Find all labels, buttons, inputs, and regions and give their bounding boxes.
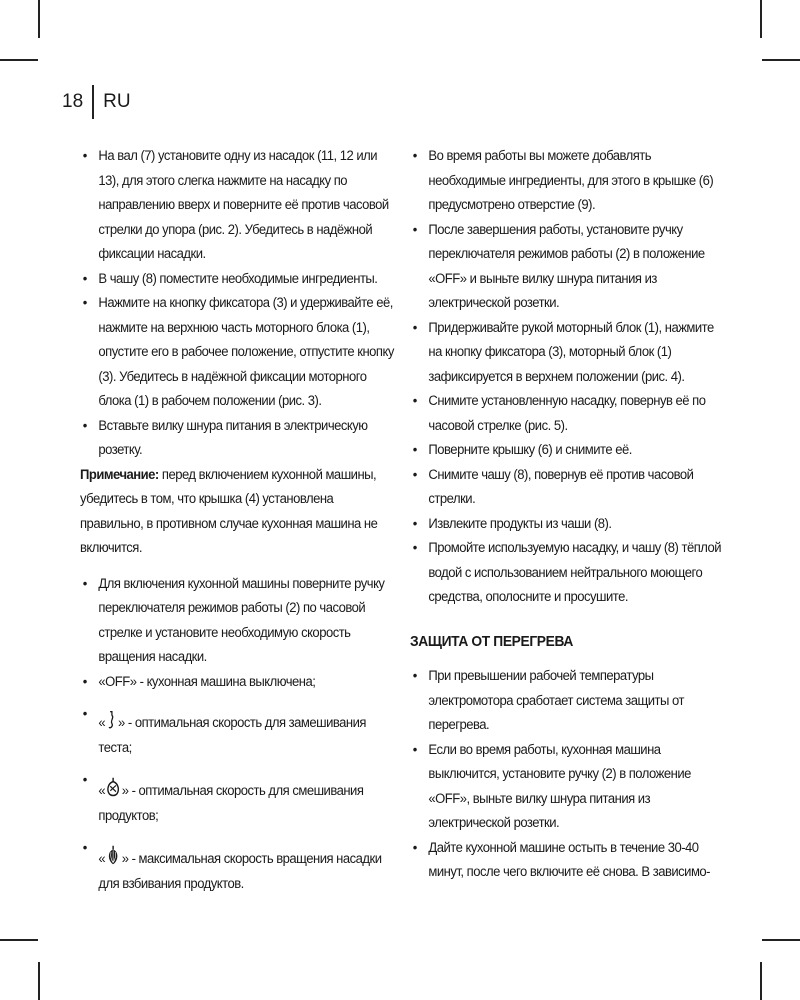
section-heading-overheat: ЗАЩИТА ОТ ПЕРЕГРЕВА xyxy=(410,632,573,650)
note-paragraph xyxy=(80,463,396,561)
list-item: • Промойте используемую насадку, и чашу (8) тёплой водой с использованием нейтрального моющего средства, ополосните и просушите. xyxy=(410,536,730,610)
speed-item-dough: • « » - оптимальная скорость для замешивания теста; xyxy=(80,702,396,760)
speed-item-whisk: • « » - максимальная скорость вращения насадки для взбивания продуктов. xyxy=(80,836,396,896)
crop-mark-bottom-left-h xyxy=(0,939,38,941)
list-item: • Придерживайте рукой моторный блок (1), нажмите на кнопку фиксатора (3), моторный блок (1) зафиксируется в верхнем положении (рис. 4). xyxy=(410,316,730,390)
left-column xyxy=(80,144,398,896)
page-header xyxy=(62,86,131,118)
list-item: • На вал (7) установите одну из насадок (11, 12 или 13), для этого слегка нажмите на насадку по направлению вверх и поверните её против часовой стрелки до упора (рис. 2). Убедитесь в надёжной фиксации насадки. xyxy=(80,144,396,267)
list-item: • После завершения работы, установите ручку переключателя режимов работы (2) в положение «OFF» и выньте вилку шнура питания из электрической розетки. xyxy=(410,218,730,316)
overheat-steps-list xyxy=(410,664,730,885)
list-item: • В чашу (8) поместите необходимые ингредиенты. xyxy=(80,267,396,292)
crop-mark-bottom-right-h xyxy=(762,939,800,941)
list-item: • Для включения кухонной машины поверните ручку переключателя режимов работы (2) по часовой стрелке и установите необходимую скорость вращения насадки. xyxy=(80,572,396,670)
crop-mark-top-left xyxy=(38,0,40,38)
page-number: 18 xyxy=(62,91,84,112)
whisk-icon xyxy=(105,845,122,865)
list-item: • Вставьте вилку шнура питания в электрическую розетку. xyxy=(80,414,396,463)
list-item: • Если во время работы, кухонная машина выключится, установите ручку (2) в положение «OFF», выньте вилку шнура питания из электрической розетки. xyxy=(410,738,730,836)
dough-hook-icon xyxy=(105,711,118,729)
list-item: • Нажмите на кнопку фиксатора (3) и удерживайте её, нажмите на верхнюю часть моторного блока (1), опустите его в рабочее положение, отпустите кнопку (3). Убедитесь в надёжной фиксации моторного блока (1) в рабочем положении (рис. 3). xyxy=(80,291,396,414)
assembly-steps-list xyxy=(80,144,396,463)
list-item: • Снимите установленную насадку, повернув её по часовой стрелке (рис. 5). xyxy=(410,389,730,438)
after-use-steps-list xyxy=(410,144,730,610)
crop-mark-bottom-right xyxy=(760,962,762,1000)
crop-mark-top-left-h xyxy=(0,59,38,61)
note-label: Примечание: xyxy=(80,466,159,483)
operation-steps-list xyxy=(80,572,396,897)
list-item: • Поверните крышку (6) и снимите её. xyxy=(410,438,730,463)
speed-item-mix: • « » - оптимальная скорость для смешивания продуктов; xyxy=(80,768,396,828)
list-item: • Дайте кухонной машине остыть в течение 30-40 минут, после чего включите её снова. В зависимо- xyxy=(410,836,730,885)
crop-mark-top-right-h xyxy=(762,59,800,61)
flat-beater-icon xyxy=(105,777,122,797)
note-text: перед включением кухонной машины, убедитесь в том, что крышка (4) установлена правильно, в противном случае кухонная машина не включится. xyxy=(80,466,378,556)
list-item: • Извлеките продукты из чаши (8). xyxy=(410,512,730,537)
right-column xyxy=(410,144,732,885)
list-item: • «OFF» - кухонная машина выключена; xyxy=(80,670,396,695)
crop-mark-top-right xyxy=(760,0,762,38)
list-item: • При превышении рабочей температуры электромотора сработает система защиты от перегрева. xyxy=(410,664,730,738)
language-code: RU xyxy=(103,91,131,112)
list-item: • Во время работы вы можете добавлять необходимые ингредиенты, для этого в крышке (6) предусмотрено отверстие (9). xyxy=(410,144,730,218)
crop-mark-bottom-left xyxy=(38,962,40,1000)
list-item: • Снимите чашу (8), повернув её против часовой стрелки. xyxy=(410,463,730,512)
